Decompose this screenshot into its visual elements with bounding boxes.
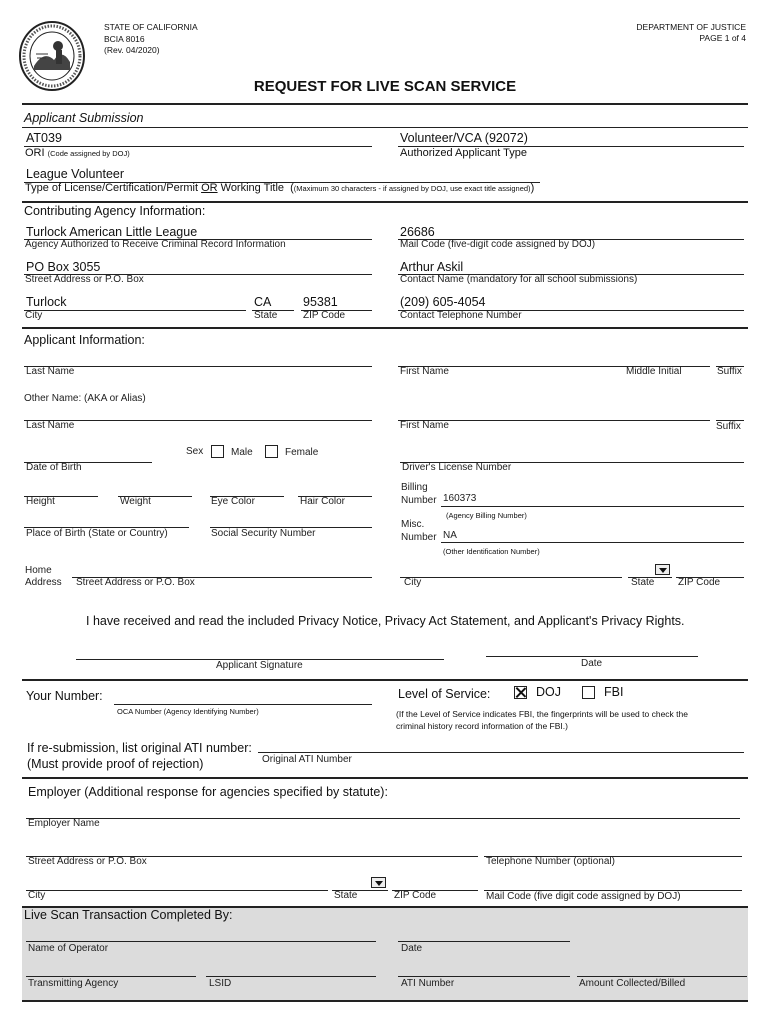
live-scan-date-field[interactable] — [398, 941, 570, 942]
employer-city-field[interactable] — [26, 890, 328, 891]
ati-number-field[interactable] — [398, 976, 570, 977]
billing-label: Billing Number — [401, 482, 437, 506]
employer-state-label: State — [334, 890, 358, 901]
operator-name-field[interactable] — [26, 941, 376, 942]
hair-color-label: Hair Color — [300, 496, 346, 507]
contact-name-label: Contact Name (mandatory for all school submissions) — [400, 274, 638, 285]
misc-number-field[interactable]: NA — [443, 530, 457, 541]
billing-note: (Agency Billing Number) — [446, 511, 527, 520]
billing-number-field[interactable]: 160373 — [443, 493, 477, 504]
signature-date-field[interactable] — [486, 656, 698, 657]
lsid-label: LSID — [209, 978, 232, 989]
header-page: PAGE 1 of 4 — [699, 33, 746, 43]
sex-male-label: Male — [231, 447, 253, 458]
agency-zip-label: ZIP Code — [303, 310, 346, 321]
divider — [22, 103, 748, 105]
original-ati-label: Original ATI Number — [262, 754, 352, 765]
section-employer: Employer (Additional response for agencies specified by statute): — [28, 785, 388, 799]
doj-label: DOJ — [536, 685, 561, 699]
weight-label: Weight — [120, 496, 151, 507]
agency-state-label: State — [254, 310, 278, 321]
employer-phone-label: Telephone Number (optional) — [486, 856, 615, 867]
employer-name-label: Employer Name — [28, 818, 100, 829]
employer-zip-label: ZIP Code — [394, 890, 437, 901]
divider — [22, 777, 748, 779]
employer-city-label: City — [28, 890, 46, 901]
agency-zip-field[interactable]: 95381 — [303, 295, 338, 309]
divider — [22, 679, 748, 681]
your-number-field[interactable] — [114, 704, 372, 705]
aka-last-name-field[interactable] — [24, 420, 372, 421]
drivers-license-label: Driver's License Number — [402, 462, 512, 473]
section-live-scan: Live Scan Transaction Completed By: — [24, 908, 233, 922]
header-state: STATE OF CALIFORNIA — [104, 22, 198, 32]
last-name-field[interactable] — [24, 366, 372, 367]
sex-label: Sex — [186, 446, 204, 457]
applicant-type-field[interactable]: Volunteer/VCA (92072) — [400, 131, 528, 145]
signature-date-label: Date — [581, 658, 603, 669]
home-address-label: Home Address — [25, 565, 62, 588]
ori-label: ORI (Code assigned by DOJ) — [25, 147, 130, 159]
contact-phone-label: Contact Telephone Number — [400, 310, 522, 321]
ati-number-label: ATI Number — [401, 978, 455, 989]
eye-color-label: Eye Color — [211, 496, 255, 507]
employer-street-label: Street Address or P.O. Box — [28, 856, 147, 867]
agency-label: Agency Authorized to Receive Criminal Record Information — [25, 239, 286, 250]
original-ati-field[interactable] — [258, 752, 744, 753]
agency-field[interactable]: Turlock American Little League — [26, 225, 198, 239]
employer-mail-code-label: Mail Code (five digit code assigned by DOJ) — [486, 891, 681, 902]
header-revision: (Rev. 04/2020) — [104, 45, 160, 55]
applicant-type-label: Authorized Applicant Type — [400, 147, 527, 159]
agency-city-field[interactable]: Turlock — [26, 295, 67, 309]
aka-last-name-label: Last Name — [26, 420, 75, 431]
first-name-label: First Name — [400, 366, 449, 377]
transmitting-agency-label: Transmitting Agency — [28, 978, 119, 989]
home-state-label: State — [631, 577, 655, 588]
lsid-field[interactable] — [206, 976, 376, 977]
last-name-label: Last Name — [26, 366, 75, 377]
your-number-label: Your Number: — [26, 689, 103, 703]
middle-initial-label: Middle Initial — [626, 366, 682, 377]
section-contributing-agency: Contributing Agency Information: — [24, 204, 206, 218]
aka-first-name-label: First Name — [400, 420, 449, 431]
place-of-birth-label: Place of Birth (State or Country) — [26, 528, 168, 539]
amount-field[interactable] — [577, 976, 747, 977]
agency-state-field[interactable]: CA — [254, 295, 272, 309]
doj-checkbox[interactable] — [514, 686, 527, 699]
header-department: DEPARTMENT OF JUSTICE — [636, 22, 746, 32]
field-line — [24, 310, 246, 311]
height-label: Height — [26, 496, 55, 507]
transmitting-agency-field[interactable] — [26, 976, 196, 977]
employer-state-dropdown[interactable] — [371, 877, 386, 888]
employer-name-field[interactable] — [26, 818, 740, 819]
form-title: REQUEST FOR LIVE SCAN SERVICE — [253, 78, 517, 95]
mail-code-label: Mail Code (five-digit code assigned by DOJ) — [400, 239, 596, 250]
field-line — [441, 542, 744, 543]
license-label: Type of License/Certification/Permit OR Working Title ((Maximum 30 characters - if assigned by DOJ, use exact title assigned)) — [25, 182, 535, 194]
dob-label: Date of Birth — [26, 462, 82, 473]
level-of-service-label: Level of Service: — [398, 687, 491, 701]
agency-street-label: Street Address or P.O. Box — [25, 274, 144, 285]
divider — [22, 327, 748, 329]
operator-name-label: Name of Operator — [28, 943, 109, 954]
fbi-note: (If the Level of Service indicates FBI, the fingerprints will be used to check the criminal history record information of the FBI.) — [396, 709, 688, 731]
privacy-statement: I have received and read the included Privacy Notice, Privacy Act Statement, and Applicant's Privacy Rights. — [86, 614, 685, 628]
other-name-label: Other Name: (AKA or Alias) — [24, 393, 146, 404]
contact-phone-field[interactable]: (209) 605-4054 — [400, 295, 486, 309]
ssn-label: Social Security Number — [211, 528, 316, 539]
sex-female-checkbox[interactable] — [265, 445, 278, 458]
fbi-checkbox[interactable] — [582, 686, 595, 699]
divider — [22, 201, 748, 203]
misc-label: Misc. Number — [401, 519, 437, 543]
home-zip-label: ZIP Code — [678, 577, 721, 588]
field-line — [441, 506, 744, 507]
home-city-label: City — [404, 577, 422, 588]
misc-note: (Other Identification Number) — [443, 547, 540, 556]
sex-male-checkbox[interactable] — [211, 445, 224, 458]
oca-note: OCA Number (Agency Identifying Number) — [117, 707, 259, 716]
contact-name-field[interactable]: Arthur Askil — [400, 260, 464, 274]
section-applicant-information: Applicant Information: — [24, 333, 145, 347]
suffix-label: Suffix — [717, 366, 742, 377]
license-field[interactable]: League Volunteer — [26, 167, 125, 181]
resubmission-label: If re-submission, list original ATI number: (Must provide proof of rejection) — [27, 741, 252, 771]
amount-label: Amount Collected/Billed — [579, 978, 686, 989]
header-form-number: BCIA 8016 — [104, 34, 145, 44]
aka-suffix-label: Suffix — [716, 421, 741, 432]
home-city-field[interactable] — [400, 577, 622, 578]
signature-label: Applicant Signature — [216, 660, 303, 671]
agency-street-field[interactable]: PO Box 3055 — [26, 260, 101, 274]
sex-female-label: Female — [285, 447, 319, 458]
section-applicant-submission: Applicant Submission — [24, 111, 144, 125]
divider — [22, 127, 748, 128]
ori-field[interactable]: AT039 — [26, 131, 62, 145]
home-state-dropdown[interactable] — [655, 564, 670, 575]
mail-code-field[interactable]: 26686 — [400, 225, 435, 239]
agency-city-label: City — [25, 310, 43, 321]
divider — [22, 1000, 748, 1002]
home-street-label: Street Address or P.O. Box — [76, 577, 195, 588]
fbi-label: FBI — [604, 685, 624, 699]
live-scan-date-label: Date — [401, 943, 423, 954]
